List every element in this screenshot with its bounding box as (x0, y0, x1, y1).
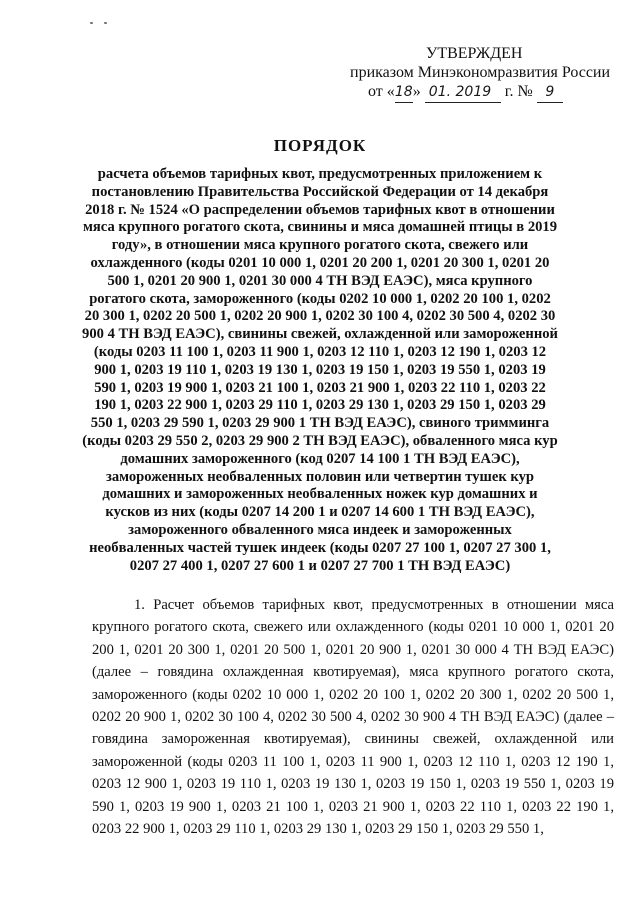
date-day-close: » (412, 83, 421, 100)
document-title: ПОРЯДОК (273, 136, 367, 155)
order-number: 9 (537, 83, 563, 103)
date-day: 18 (395, 83, 413, 103)
date-from-label: от « (368, 83, 395, 100)
date-year: 2019 (455, 84, 492, 100)
scan-artifact (90, 22, 93, 24)
date-year-suffix: г. № (504, 83, 533, 100)
scan-artifact (104, 22, 107, 24)
document-subtitle: расчета объемов тарифных квот, предусмотренных приложением к постановлению Правительства Российской Федерации от 14 декабря 2018 г. № 1524 «О распределении объемов тарифных квот в отношении мяса крупного рогатого скота, свинины и мяса домашней птицы в 2019 году», в отношении мяса крупного рогатого скота, свежего или охлажденного (коды 0201 10 000 1, 0201 20 200 1, 0201 20 300 1, 0201 20 500 1, 0201 20 900 1, 0201 30 000 4 ТН ВЭД ЕАЭС), мяса крупного рогатого скота, замороженного (коды 0202 10 000 1, 0202 20 100 1, 0202 20 300 1, 0202 20 500 1, 0202 20 900 1, 0202 30 100 4, 0202 30 500 4, 0202 30 900 4 ТН ВЭД ЕАЭС), свинины свежей, охлажденной или замороженной (коды 0203 11 100 1, 0203 11 900 1, 0203 12 110 1, 0203 12 190 1, 0203 12 900 1, 0203 19 110 1, 0203 19 130 1, 0203 19 150 1, 0203 19 550 1, 0203 19 590 1, 0203 19 900 1, 0203 21 100 1, 0203 21 900 1, 0203 22 110 1, 0203 22 190 1, 0203 22 900 1, 0203 29 110 1, 0203 29 130 1, 0203 29 150 1, 0203 29 550 1, 0203 29 590 1, 0203 29 900 1 ТН ВЭД ЕАЭС), свиного тримминга (коды 0203 29 550 2, 0203 29 900 2 ТН ВЭД ЕАЭС), обваленного мяса кур домашних замороженного (код 0207 14 100 1 ТН ВЭД ЕАЭС), замороженных необваленных половин или четвертин тушек кур домашних и замороженных необваленных ножек кур домашних и кусков из них (коды 0207 14 200 1 и 0207 14 600 1 ТН ВЭД ЕАЭС), замороженного обваленного мяса индеек и замороженных необваленных частей тушек индеек (коды 0207 27 100 1, 0207 27 300 1, 0207 27 400 1, 0207 27 600 1 и 0207 27 700 1 ТН ВЭД ЕАЭС) (82, 166, 558, 574)
approval-title: УТВЕРЖДЕН (426, 45, 523, 62)
date-month-year (425, 83, 501, 103)
approval-order-line: приказом Минэкономразвития России (350, 64, 611, 81)
approval-stamp-block (330, 44, 620, 103)
approval-date-line (330, 82, 620, 103)
date-month: 01. (428, 84, 452, 100)
paragraph-1: 1. Расчет объемов тарифных квот, предусмотренных в отношении мяса крупного рогатого скота, свежего или охлажденного (коды 0201 10 000 1, 0201 20 200 1, 0201 20 300 1, 0201 20 500 1, 0201 20 900 1, 0201 30 000 4 ТН ВЭД ЕАЭС) (далее – говядина охлажденная квотируемая), мяса крупного рогатого скота, замороженного (коды 0202 10 000 1, 0202 20 100 1, 0202 20 300 1, 0202 20 500 1, 0202 20 900 1, 0202 30 100 4, 0202 30 500 4, 0202 30 900 4 ТН ВЭД ЕАЭС) (далее – говядина замороженная квотируемая), свинины свежей, охлажденной или замороженной (коды 0203 11 100 1, 0203 11 900 1, 0203 12 110 1, 0203 12 190 1, 0203 12 900 1, 0203 19 110 1, 0203 19 130 1, 0203 19 150 1, 0203 19 550 1, 0203 19 590 1, 0203 19 900 1, 0203 21 100 1, 0203 21 900 1, 0203 22 110 1, 0203 22 190 1, 0203 22 900 1, 0203 29 110 1, 0203 29 130 1, 0203 29 150 1, 0203 29 550 1, (92, 597, 614, 838)
